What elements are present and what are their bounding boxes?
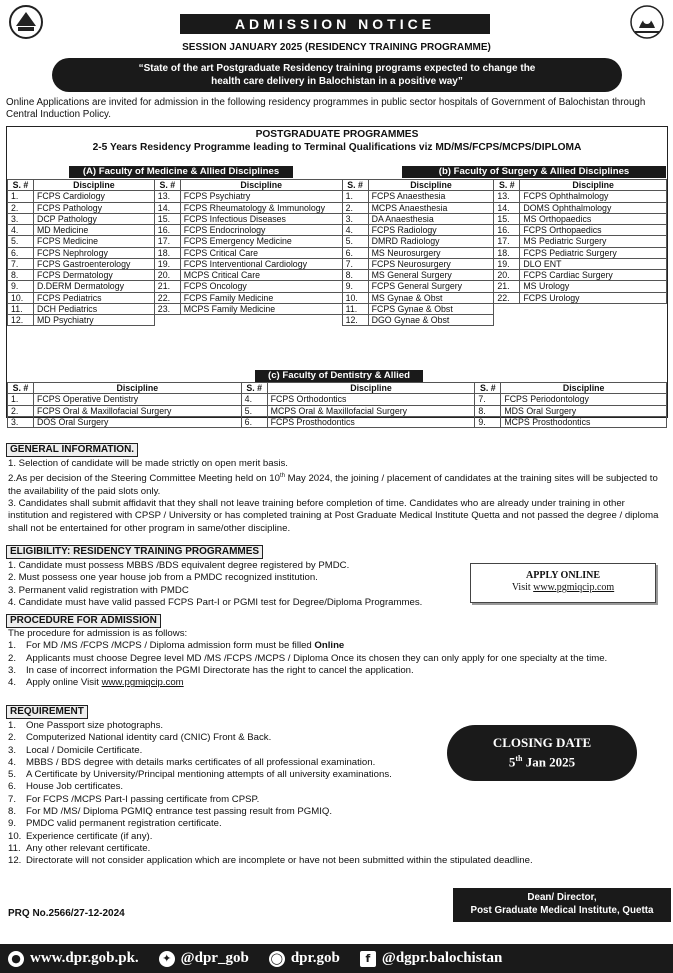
footer-twitter-handle[interactable]: @dpr_gob [180, 950, 249, 966]
procedure-item [8, 677, 668, 689]
serial-cell: 6. [342, 247, 368, 258]
requirement-item [8, 831, 668, 843]
quote-line-1: “State of the art Postgraduate Residency training programs expected to change the [138, 63, 536, 74]
serial-cell: 13. [154, 191, 180, 202]
serial-cell: 3. [342, 213, 368, 224]
serial-cell: 10. [8, 292, 34, 303]
serial-cell [154, 315, 180, 326]
notice-title: ADMISSION NOTICE [180, 14, 490, 34]
discipline-cell: FCPS Orthopaedics [520, 225, 667, 236]
programmes-title-1: POSTGRADUATE PROGRAMMES [255, 129, 419, 140]
procedure-item-number: 2. [8, 652, 17, 664]
requirement-item-number: 3. [8, 744, 17, 756]
requirement-item-number: 2. [8, 732, 17, 744]
procedure-item-number: 1. [8, 640, 17, 652]
discipline-cell: FCPS Pediatrics [33, 292, 154, 303]
requirement-item-number: 10. [8, 830, 22, 842]
table-row [8, 202, 667, 213]
requirement-item-text: Any other relevant certificate. [26, 842, 151, 854]
col-sn: S. # [494, 180, 520, 191]
discipline-cell: FCPS Nephrology [33, 247, 154, 258]
serial-cell: 4. [241, 394, 267, 405]
requirement-item-number: 6. [8, 781, 17, 793]
instagram-icon: ◯ [270, 951, 283, 965]
apply-online-visit [471, 582, 655, 594]
discipline-cell: MCPS Family Medicine [180, 303, 342, 314]
discipline-cell: FCPS Prosthodontics [267, 416, 475, 427]
discipline-cell: MCPS Oral & Maxillofacial Surgery [267, 405, 475, 416]
footer-facebook-handle[interactable]: @dgpr.balochistan [381, 950, 503, 966]
discipline-cell: FCPS Oncology [180, 281, 342, 292]
discipline-cell: FCPS Pediatric Surgery [520, 247, 667, 258]
col-discipline: Discipline [180, 180, 342, 191]
serial-cell: 9. [475, 416, 501, 427]
dean-title: Dean/ Director, [527, 892, 597, 903]
serial-cell: 22. [494, 292, 520, 303]
procedure-item-label: Applicants must choose Degree level MD /MS /FCPS /MCPS / Diploma Once its chosen they can only apply for one specialty at the time. [26, 652, 608, 664]
requirement-item-text: Computerized National identity card (CNIC) Front & Back. [26, 732, 272, 744]
procedure-item-emphasis: Online [314, 640, 345, 652]
procedure-item-label: Apply online Visit [26, 677, 102, 689]
discipline-cell: FCPS Family Medicine [180, 292, 342, 303]
serial-cell: 7. [8, 258, 34, 269]
requirement-item [8, 806, 668, 818]
requirement-item [8, 843, 668, 855]
table-row [8, 213, 667, 224]
table-row [8, 225, 667, 236]
col-discipline: Discipline [33, 180, 154, 191]
programmes-box [6, 126, 668, 427]
discipline-cell: MS Pediatric Surgery [520, 236, 667, 247]
discipline-cell: MCPS Critical Care [180, 270, 342, 281]
serial-cell: 20. [494, 270, 520, 281]
table-row [8, 236, 667, 247]
serial-cell: 10. [342, 292, 368, 303]
discipline-cell: DA Anaesthesia [368, 213, 494, 224]
serial-cell: 23. [154, 303, 180, 314]
discipline-cell: MCPS Anaesthesia [368, 202, 494, 213]
eligibility-item: 2. Must possess one year house job from a PMDC recognized institution. [8, 572, 318, 584]
serial-cell: 19. [494, 258, 520, 269]
procedure-intro: The procedure for admission is as follows: [8, 628, 188, 639]
discipline-cell: DGO Gynae & Obst [368, 315, 494, 326]
eligibility-item: 1. Candidate must possess MBBS /BDS equivalent degree registered by PMDC. [8, 560, 350, 571]
serial-cell: 22. [154, 292, 180, 303]
facebook-icon: f [360, 951, 376, 967]
discipline-cell: FCPS General Surgery [368, 281, 494, 292]
requirement-item-text: MBBS / BDS degree with details marks certificates of all professional examination. [26, 756, 376, 768]
globe-icon: ● [8, 951, 24, 967]
discipline-cell: DMRD Radiology [368, 236, 494, 247]
requirement-item [8, 781, 668, 793]
serial-cell: 1. [8, 191, 34, 202]
discipline-cell: FCPS Urology [520, 292, 667, 303]
discipline-cell: FCPS Oral & Maxillofacial Surgery [33, 405, 241, 416]
discipline-cell [520, 315, 667, 326]
government-logo-icon [629, 4, 665, 40]
table-row [8, 315, 667, 326]
serial-cell: 2. [342, 202, 368, 213]
discipline-cell: FCPS Neurosurgery [368, 258, 494, 269]
requirement-item-text: Directorate will not consider application which are incomplete or have not been submitted within the stipulated deadline. [26, 855, 533, 867]
general-item-2-b: May 2024, the joining / placement of candidates at the training sites will be subjected to the availability of the paid slots only. [8, 473, 658, 497]
table-row [8, 292, 667, 303]
quote-line-2: health care delivery in Balochistan in a positive way” [211, 76, 463, 87]
intro-text: Online Applications are invited for admission in the following residency programmes in public sector hospitals of Government of Balochistan through Central Induction Policy. [6, 97, 646, 121]
serial-cell: 3. [8, 416, 34, 427]
discipline-cell: FCPS Endocrinology [180, 225, 342, 236]
discipline-cell: FCPS Pathology [33, 202, 154, 213]
discipline-cell: FCPS Critical Care [180, 247, 342, 258]
twitter-icon: ✦ [159, 951, 175, 967]
serial-cell: 11. [342, 303, 368, 314]
procedure-item-label: In case of incorrect information the PGMI Directorate has the right to cancel the application. [26, 664, 414, 676]
discipline-cell: FCPS Periodontology [501, 394, 667, 405]
discipline-cell: MS Neurosurgery [368, 247, 494, 258]
serial-cell: 1. [8, 394, 34, 405]
closing-date-value [447, 751, 637, 770]
col-discipline: Discipline [368, 180, 494, 191]
discipline-cell: MS Urology [520, 281, 667, 292]
general-item-2 [8, 470, 668, 498]
col-sn: S. # [475, 383, 501, 394]
discipline-cell: DOMS Ophthalmology [520, 202, 667, 213]
eligibility-list [8, 560, 468, 609]
general-item-3: 3. Candidates shall submit affidavit that they shall not leave training before completion of time. Candidates who are already under training in other institution and registered with CPSP / University or has completed training at Post Graduate Medical Institute Quetta and not passed the degree / diploma shall not be entertained for other program in same/other discipline. [8, 498, 659, 534]
discipline-cell: FCPS Operative Dentistry [33, 394, 241, 405]
serial-cell [494, 315, 520, 326]
footer-website-link[interactable]: www.dpr.gob.pk. [30, 950, 139, 966]
serial-cell: 12. [342, 315, 368, 326]
requirement-item-number: 8. [8, 806, 17, 818]
discipline-cell: D.DERM Dermatology [33, 281, 154, 292]
apply-online-box [470, 563, 656, 603]
discipline-cell: DLO ENT [520, 258, 667, 269]
discipline-cell: FCPS Ophthalmology [520, 191, 667, 202]
serial-cell: 15. [154, 213, 180, 224]
apply-online-heading: APPLY ONLINE [526, 570, 600, 581]
serial-cell: 3. [8, 213, 34, 224]
table-header-row [8, 180, 667, 191]
procedure-item [8, 665, 668, 677]
serial-cell: 6. [8, 247, 34, 258]
general-info-heading: GENERAL INFORMATION. [6, 443, 138, 457]
col-sn: S. # [342, 180, 368, 191]
serial-cell: 12. [8, 315, 34, 326]
apply-url-link[interactable]: www.pgmiqcip.com [533, 582, 615, 594]
faculty-b-heading: (b) Faculty of Surgery & Allied Disciplines [402, 166, 666, 178]
programmes-table-ab [7, 179, 667, 326]
closing-month-year: Jan 2025 [522, 754, 576, 770]
requirement-item-text: One Passport size photographs. [26, 720, 164, 731]
procedure-item-text [26, 677, 184, 689]
serial-cell: 7. [475, 394, 501, 405]
discipline-cell: MS General Surgery [368, 270, 494, 281]
requirement-item [8, 794, 668, 806]
general-item-2-sup: th [279, 473, 285, 480]
col-sn: S. # [8, 383, 34, 394]
serial-cell: 20. [154, 270, 180, 281]
apply-visit-label: Visit [511, 582, 534, 594]
serial-cell: 4. [342, 225, 368, 236]
requirement-item-number: 1. [8, 720, 17, 731]
discipline-cell: DCP Pathology [33, 213, 154, 224]
discipline-cell: FCPS Psychiatry [180, 191, 342, 202]
serial-cell: 19. [154, 258, 180, 269]
serial-cell: 21. [154, 281, 180, 292]
serial-cell: 8. [475, 405, 501, 416]
discipline-cell: FCPS Gynae & Obst [368, 303, 494, 314]
discipline-cell: MS Gynae & Obst [368, 292, 494, 303]
requirement-item-number: 12. [8, 855, 22, 867]
col-discipline: Discipline [33, 383, 241, 394]
programmes-title [7, 129, 667, 154]
procedure-item-emphasis[interactable]: www.pgmiqcip.com [101, 677, 184, 689]
requirement-item-number: 7. [8, 793, 17, 805]
quote-banner [52, 58, 622, 92]
serial-cell: 18. [494, 247, 520, 258]
prq-number: PRQ No.2566/27-12-2024 [8, 908, 125, 919]
discipline-cell: MD Medicine [33, 225, 154, 236]
requirement-item-number: 4. [8, 756, 17, 768]
serial-cell: 1. [342, 191, 368, 202]
requirement-item-text: For FCPS /MCPS Part-I passing certificate from CPSP. [26, 793, 260, 805]
discipline-cell: FCPS Cardiac Surgery [520, 270, 667, 281]
general-item-2-a: 2.As per decision of the Steering Committee Meeting held on 10 [8, 473, 280, 485]
col-discipline: Discipline [267, 383, 475, 394]
discipline-cell: FCPS Dermatology [33, 270, 154, 281]
serial-cell: 21. [494, 281, 520, 292]
footer-facebook [360, 944, 503, 973]
discipline-cell: DOS Oral Surgery [33, 416, 241, 427]
requirement-item-text: A Certificate by University/Principal mentioning attempts of all university examinations. [26, 769, 392, 781]
serial-cell: 8. [8, 270, 34, 281]
requirement-item-number: 5. [8, 769, 17, 781]
requirement-item-text: House Job certificates. [26, 781, 124, 793]
general-info-text [8, 458, 668, 535]
table-row [8, 303, 667, 314]
discipline-cell: FCPS Cardiology [33, 191, 154, 202]
requirement-item [8, 855, 668, 867]
serial-cell: 16. [494, 225, 520, 236]
discipline-cell [180, 315, 342, 326]
serial-cell: 8. [342, 270, 368, 281]
col-sn: S. # [8, 180, 34, 191]
requirement-heading: REQUIREMENT [6, 705, 88, 719]
requirement-item-text: Experience certificate (if any). [26, 830, 153, 842]
discipline-cell: MS Orthopaedics [520, 213, 667, 224]
eligibility-item: 3. Permanent valid registration with PMDC [8, 584, 189, 596]
footer-bar [0, 944, 673, 973]
procedure-item-text [26, 640, 344, 652]
procedure-item-number: 3. [8, 664, 17, 676]
serial-cell: 2. [8, 202, 34, 213]
procedure-item-number: 4. [8, 677, 17, 689]
general-item-1: 1. Selection of candidate will be made strictly on open merit basis. [8, 458, 288, 469]
session-line: SESSION JANUARY 2025 (RESIDENCY TRAINING PROGRAMME) [182, 42, 491, 53]
programmes-title-2: 2-5 Years Residency Programme leading to Terminal Qualifications viz MD/MS/FCPS/MCPS/DIPLOMA [92, 141, 582, 153]
footer-instagram [269, 944, 340, 973]
institute-logo-icon [8, 4, 44, 40]
col-discipline: Discipline [501, 383, 667, 394]
procedure-item [8, 653, 668, 665]
procedure-list [8, 628, 668, 689]
requirement-item-text: PMDC valid permanent registration certificate. [26, 818, 222, 830]
table-row [8, 258, 667, 269]
dean-institute: Post Graduate Medical Institute, Quetta [470, 905, 654, 916]
requirement-item-number: 9. [8, 818, 17, 830]
serial-cell: 4. [8, 225, 34, 236]
serial-cell: 5. [342, 236, 368, 247]
table-row [8, 191, 667, 202]
serial-cell: 14. [494, 202, 520, 213]
dean-signature-block [453, 888, 671, 922]
procedure-item-label: For MD /MS /FCPS /MCPS / Diploma admission form must be filled [26, 640, 315, 652]
col-discipline: Discipline [520, 180, 667, 191]
col-sn: S. # [154, 180, 180, 191]
serial-cell: 7. [342, 258, 368, 269]
discipline-cell: MDS Oral Surgery [501, 405, 667, 416]
requirement-item-text: For MD /MS/ Diploma PGMIQ entrance test passing result from PGMIQ. [26, 806, 333, 818]
closing-date-label: CLOSING DATE [492, 735, 592, 750]
serial-cell: 16. [154, 225, 180, 236]
serial-cell: 13. [494, 191, 520, 202]
faculty-a-heading: (A) Faculty of Medicine & Allied Disciplines [69, 166, 293, 178]
discipline-cell: FCPS Interventional Cardiology [180, 258, 342, 269]
discipline-cell: FCPS Medicine [33, 236, 154, 247]
table-row [8, 416, 667, 427]
discipline-cell: FCPS Gastroenterology [33, 258, 154, 269]
serial-cell: 9. [342, 281, 368, 292]
discipline-cell: FCPS Anaesthesia [368, 191, 494, 202]
serial-cell: 5. [8, 236, 34, 247]
discipline-cell [520, 303, 667, 314]
eligibility-heading: ELIGIBILITY: RESIDENCY TRAINING PROGRAMMES [6, 545, 263, 559]
serial-cell: 14. [154, 202, 180, 213]
footer-twitter [159, 944, 249, 973]
serial-cell: 2. [8, 405, 34, 416]
discipline-cell: FCPS Rheumatology & Immunology [180, 202, 342, 213]
discipline-cell: FCPS Infectious Diseases [180, 213, 342, 224]
serial-cell: 15. [494, 213, 520, 224]
table-row [8, 281, 667, 292]
procedure-item [8, 640, 668, 652]
procedure-item-text [26, 665, 414, 677]
col-sn: S. # [241, 383, 267, 394]
serial-cell: 18. [154, 247, 180, 258]
procedure-heading: PROCEDURE FOR ADMISSION [6, 614, 161, 628]
serial-cell: 11. [8, 303, 34, 314]
table-header-row [8, 383, 667, 394]
discipline-cell: MCPS Prosthodontics [501, 416, 667, 427]
discipline-cell: FCPS Radiology [368, 225, 494, 236]
serial-cell: 17. [154, 236, 180, 247]
table-row [8, 394, 667, 405]
serial-cell [494, 303, 520, 314]
serial-cell: 17. [494, 236, 520, 247]
table-row [8, 405, 667, 416]
discipline-cell: FCPS Emergency Medicine [180, 236, 342, 247]
requirement-item-text: Local / Domicile Certificate. [26, 744, 143, 756]
requirement-item-number: 11. [8, 842, 21, 854]
requirement-item [8, 818, 668, 830]
discipline-cell: DCH Pediatrics [33, 303, 154, 314]
procedure-item-text [26, 653, 607, 665]
faculty-c-heading: (c) Faculty of Dentistry & Allied [255, 370, 423, 382]
table-row [8, 270, 667, 281]
closing-day: 5 [508, 754, 516, 770]
discipline-cell: FCPS Orthodontics [267, 394, 475, 405]
eligibility-item: 4. Candidate must have valid passed FCPS Part-I or PGMI test for Degree/Diploma Programmes. [8, 596, 423, 608]
programmes-table-c [7, 382, 667, 428]
serial-cell: 6. [241, 416, 267, 427]
footer-instagram-handle[interactable]: dpr.gob [290, 950, 340, 966]
serial-cell: 9. [8, 281, 34, 292]
table-row [8, 247, 667, 258]
serial-cell: 5. [241, 405, 267, 416]
closing-date-banner [447, 725, 637, 781]
closing-day-sup: th [515, 754, 523, 763]
footer-website [8, 944, 139, 973]
discipline-cell: MD Psychiatry [33, 315, 154, 326]
